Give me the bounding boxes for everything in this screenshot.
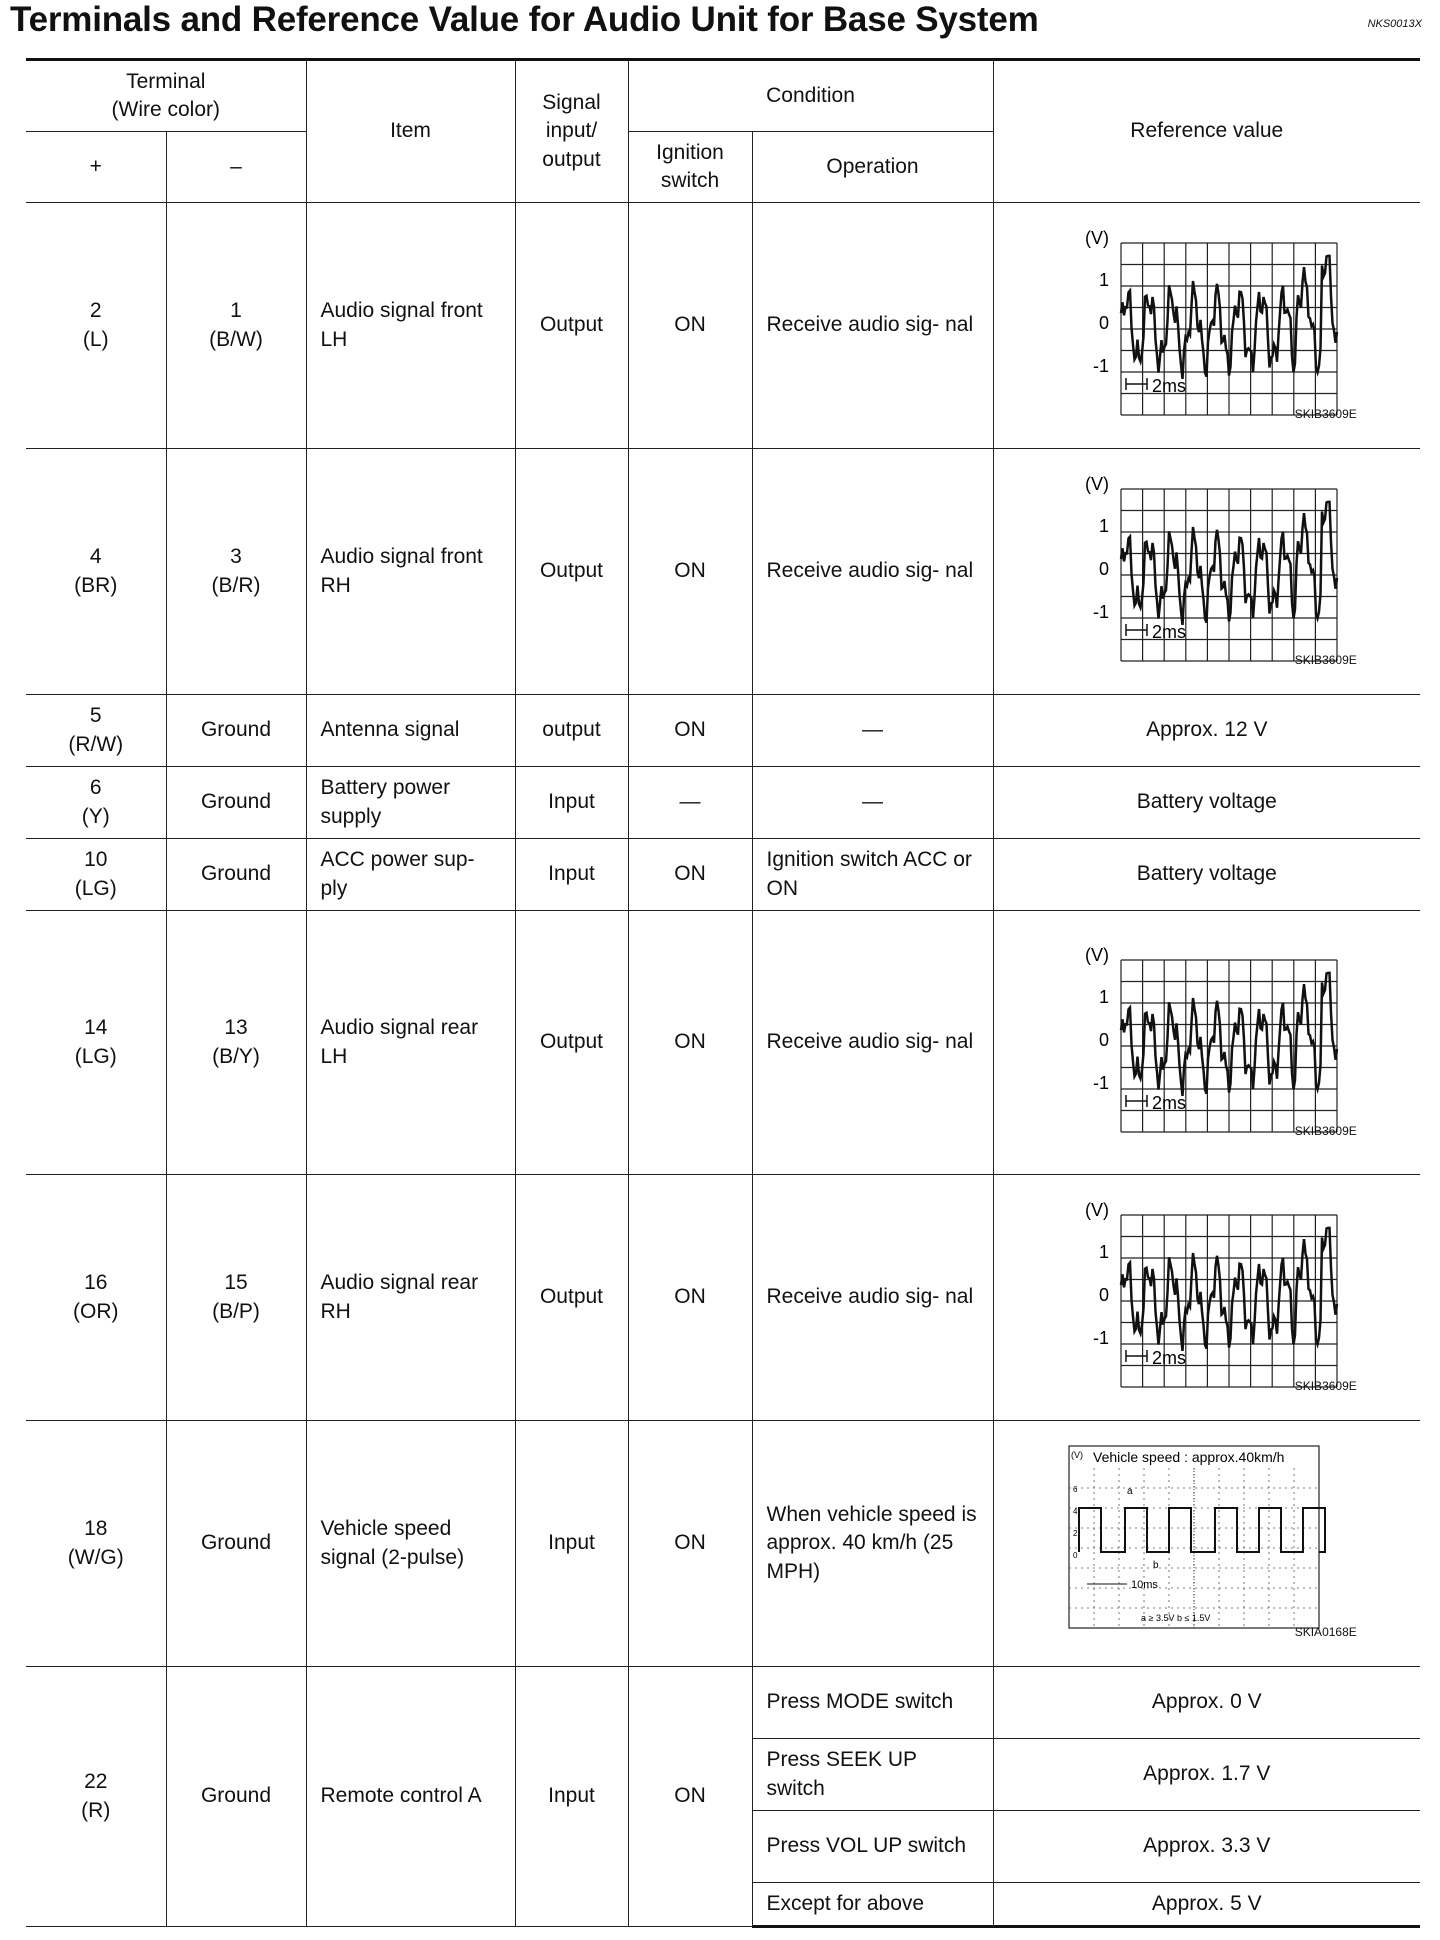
terminal-minus bbox=[166, 449, 306, 695]
terminal-minus-number: Ground bbox=[200, 790, 272, 814]
terminal-minus bbox=[166, 695, 306, 767]
audio-waveform bbox=[1057, 462, 1357, 672]
signal-cell: output bbox=[515, 695, 628, 767]
terminal-minus bbox=[166, 767, 306, 839]
image-code: SKIB3609E bbox=[1294, 1379, 1357, 1394]
terminal-plus-number: 10 bbox=[84, 848, 108, 872]
terminal-plus-number: 22 bbox=[84, 1770, 108, 1794]
item-cell: Battery power supply bbox=[306, 767, 515, 839]
terminal-plus bbox=[26, 1421, 166, 1667]
table-row bbox=[26, 695, 1420, 767]
reference-cell bbox=[993, 911, 1420, 1175]
terminal-table bbox=[26, 58, 1420, 1928]
terminal-plus-wire-color: (W/G) bbox=[67, 1545, 124, 1569]
svg-text:4: 4 bbox=[1072, 1507, 1078, 1517]
signal-cell: Input bbox=[515, 1667, 628, 1927]
svg-text:a ≥ 3.5V b ≤ 1.5V: a ≥ 3.5V b ≤ 1.5V bbox=[1140, 1613, 1211, 1624]
terminal-plus-number: 14 bbox=[84, 1016, 108, 1040]
svg-text:2ms: 2ms bbox=[1151, 1093, 1186, 1114]
table-row bbox=[26, 203, 1420, 449]
header-ignition-switch: Ignition switch bbox=[628, 132, 752, 203]
signal-cell: Input bbox=[515, 839, 628, 911]
table-row bbox=[26, 767, 1420, 839]
svg-text:2ms: 2ms bbox=[1151, 622, 1186, 643]
operation-cell: Press VOL UP switch bbox=[752, 1811, 993, 1883]
terminal-minus-wire-color: (B/W) bbox=[209, 327, 263, 351]
signal-cell: Input bbox=[515, 767, 628, 839]
header-terminal-label: Terminal bbox=[126, 69, 206, 93]
terminal-minus-number: Ground bbox=[200, 1531, 272, 1555]
terminal-plus-wire-color: (R) bbox=[81, 1798, 111, 1822]
audio-waveform-graph bbox=[1057, 216, 1357, 426]
svg-text:-1: -1 bbox=[1092, 356, 1109, 377]
terminal-minus-number: 1 bbox=[230, 299, 242, 323]
terminal-plus bbox=[26, 1175, 166, 1421]
reference-cell bbox=[993, 1175, 1420, 1421]
svg-text:0: 0 bbox=[1072, 1551, 1078, 1561]
header-signal-io: Signal input/ output bbox=[515, 60, 628, 203]
header-item: Item bbox=[306, 60, 515, 203]
terminal-minus bbox=[166, 911, 306, 1175]
header-terminal bbox=[26, 60, 306, 132]
reference-cell: Battery voltage bbox=[993, 767, 1420, 839]
svg-text:b: b bbox=[1152, 1560, 1159, 1572]
svg-text:2: 2 bbox=[1072, 1529, 1078, 1539]
terminal-plus bbox=[26, 911, 166, 1175]
audio-waveform-graph bbox=[1057, 1188, 1357, 1398]
terminal-minus-number: Ground bbox=[200, 862, 272, 886]
reference-cell: Approx. 5 V bbox=[993, 1883, 1420, 1927]
terminal-plus-number: 16 bbox=[84, 1271, 108, 1295]
terminal-plus bbox=[26, 839, 166, 911]
terminal-plus-wire-color: (BR) bbox=[74, 573, 118, 597]
table-row bbox=[26, 1667, 1420, 1739]
reference-cell: Approx. 0 V bbox=[993, 1667, 1420, 1739]
terminal-minus-number: 15 bbox=[224, 1271, 248, 1295]
table-row bbox=[26, 1175, 1420, 1421]
image-code: SKIB3609E bbox=[1294, 1124, 1357, 1139]
terminal-plus-wire-color: (L) bbox=[82, 327, 109, 351]
header-condition: Condition bbox=[628, 60, 993, 132]
doc-code: NKS0013X bbox=[1367, 18, 1422, 30]
operation-cell: Receive audio sig- nal bbox=[752, 203, 993, 449]
operation-cell: Ignition switch ACC or ON bbox=[752, 839, 993, 911]
header-plus: + bbox=[26, 132, 166, 203]
header-minus: – bbox=[166, 132, 306, 203]
svg-text:0: 0 bbox=[1098, 313, 1109, 334]
ignition-cell: — bbox=[628, 767, 752, 839]
item-cell: Vehicle speed signal (2-pulse) bbox=[306, 1421, 515, 1667]
svg-text:-1: -1 bbox=[1092, 1328, 1109, 1349]
item-cell: Antenna signal bbox=[306, 695, 515, 767]
operation-cell: — bbox=[752, 695, 993, 767]
reference-cell: Approx. 3.3 V bbox=[993, 1811, 1420, 1883]
terminal-plus-number: 18 bbox=[84, 1517, 108, 1541]
svg-text:6: 6 bbox=[1072, 1485, 1078, 1495]
operation-cell: Except for above bbox=[752, 1883, 993, 1927]
svg-text:1: 1 bbox=[1098, 987, 1109, 1008]
image-code: SKIB3609E bbox=[1294, 407, 1357, 422]
terminal-plus-wire-color: (LG) bbox=[74, 876, 117, 900]
page-title: Terminals and Reference Value for Audio Unit for Base System bbox=[10, 0, 1039, 39]
svg-text:(V): (V) bbox=[1084, 228, 1109, 249]
terminal-plus bbox=[26, 767, 166, 839]
reference-cell bbox=[993, 449, 1420, 695]
terminal-minus-number: 13 bbox=[224, 1016, 248, 1040]
header-reference-value: Reference value bbox=[993, 60, 1420, 203]
ignition-cell: ON bbox=[628, 1175, 752, 1421]
svg-text:(V): (V) bbox=[1084, 1200, 1109, 1221]
terminal-plus-wire-color: (LG) bbox=[74, 1044, 117, 1068]
terminal-plus-number: 6 bbox=[89, 776, 102, 800]
terminal-plus-wire-color: (R/W) bbox=[68, 732, 124, 756]
ignition-cell: ON bbox=[628, 1421, 752, 1667]
terminal-plus-number: 5 bbox=[89, 704, 102, 728]
svg-text:0: 0 bbox=[1098, 1030, 1109, 1051]
reference-cell: Approx. 1.7 V bbox=[993, 1739, 1420, 1811]
ignition-cell: ON bbox=[628, 449, 752, 695]
terminal-plus-number: 4 bbox=[89, 545, 102, 569]
operation-cell: — bbox=[752, 767, 993, 839]
item-cell: ACC power sup- ply bbox=[306, 839, 515, 911]
operation-cell: When vehicle speed is approx. 40 km/h (25 MPH) bbox=[752, 1421, 993, 1667]
svg-text:Vehicle speed : approx.40km/h: Vehicle speed : approx.40km/h bbox=[1092, 1449, 1285, 1466]
operation-cell: Press SEEK UP switch bbox=[752, 1739, 993, 1811]
item-cell: Audio signal front RH bbox=[306, 449, 515, 695]
operation-cell: Press MODE switch bbox=[752, 1667, 993, 1739]
signal-cell: Output bbox=[515, 911, 628, 1175]
image-code: SKIB3609E bbox=[1294, 653, 1357, 668]
svg-text:1: 1 bbox=[1098, 516, 1109, 537]
reference-cell: Battery voltage bbox=[993, 839, 1420, 911]
ignition-cell: ON bbox=[628, 203, 752, 449]
svg-text:1: 1 bbox=[1098, 1242, 1109, 1263]
svg-text:10ms: 10ms bbox=[1130, 1579, 1158, 1592]
svg-text:1: 1 bbox=[1098, 270, 1109, 291]
terminal-minus bbox=[166, 1667, 306, 1927]
header-wire-color-label: (Wire color) bbox=[111, 98, 220, 121]
svg-text:0: 0 bbox=[1098, 559, 1109, 580]
item-cell: Remote control A bbox=[306, 1667, 515, 1927]
item-cell: Audio signal front LH bbox=[306, 203, 515, 449]
ignition-cell: ON bbox=[628, 1667, 752, 1927]
table-row bbox=[26, 839, 1420, 911]
audio-waveform-graph bbox=[1057, 933, 1357, 1143]
vehicle-speed-waveform bbox=[1057, 1434, 1357, 1644]
table-row bbox=[26, 1421, 1420, 1667]
terminal-plus bbox=[26, 203, 166, 449]
table-row bbox=[26, 911, 1420, 1175]
terminal-plus-wire-color: (OR) bbox=[73, 1299, 119, 1323]
ignition-cell: ON bbox=[628, 695, 752, 767]
item-cell: Audio signal rear LH bbox=[306, 911, 515, 1175]
operation-cell: Receive audio sig- nal bbox=[752, 449, 993, 695]
ignition-cell: ON bbox=[628, 911, 752, 1175]
svg-text:0: 0 bbox=[1098, 1285, 1109, 1306]
ignition-cell: ON bbox=[628, 839, 752, 911]
terminal-minus bbox=[166, 839, 306, 911]
terminal-minus-number: Ground bbox=[200, 718, 272, 742]
terminal-minus bbox=[166, 1421, 306, 1667]
table-row bbox=[26, 449, 1420, 695]
terminal-plus bbox=[26, 1667, 166, 1927]
audio-waveform-graph bbox=[1057, 462, 1357, 672]
svg-text:(V): (V) bbox=[1084, 474, 1109, 495]
header-operation: Operation bbox=[752, 132, 993, 203]
terminal-plus bbox=[26, 695, 166, 767]
svg-text:a: a bbox=[1126, 1486, 1133, 1498]
svg-text:-1: -1 bbox=[1092, 602, 1109, 623]
svg-text:(V): (V) bbox=[1084, 945, 1109, 966]
reference-cell bbox=[993, 203, 1420, 449]
audio-waveform bbox=[1057, 1188, 1357, 1398]
signal-cell: Output bbox=[515, 449, 628, 695]
terminal-plus bbox=[26, 449, 166, 695]
image-code: SKIA0168E bbox=[1294, 1625, 1357, 1640]
item-cell: Audio signal rear RH bbox=[306, 1175, 515, 1421]
svg-text:2ms: 2ms bbox=[1151, 376, 1186, 397]
terminal-minus-number: 3 bbox=[230, 545, 242, 569]
svg-text:(V): (V) bbox=[1070, 1450, 1083, 1461]
audio-waveform bbox=[1057, 216, 1357, 426]
audio-waveform bbox=[1057, 933, 1357, 1143]
signal-cell: Input bbox=[515, 1421, 628, 1667]
svg-text:-1: -1 bbox=[1092, 1073, 1109, 1094]
terminal-plus-wire-color: (Y) bbox=[81, 804, 110, 828]
svg-text:2ms: 2ms bbox=[1151, 1348, 1186, 1369]
terminal-plus-number: 2 bbox=[89, 299, 102, 323]
vehicle-speed-graph bbox=[1057, 1434, 1357, 1644]
operation-cell: Receive audio sig- nal bbox=[752, 911, 993, 1175]
terminal-minus-wire-color: (B/P) bbox=[212, 1299, 260, 1323]
operation-cell: Receive audio sig- nal bbox=[752, 1175, 993, 1421]
terminal-minus-wire-color: (B/Y) bbox=[212, 1044, 260, 1068]
signal-cell: Output bbox=[515, 203, 628, 449]
terminal-minus bbox=[166, 1175, 306, 1421]
signal-cell: Output bbox=[515, 1175, 628, 1421]
terminal-minus-wire-color: (B/R) bbox=[211, 573, 261, 597]
reference-cell bbox=[993, 1421, 1420, 1667]
reference-cell: Approx. 12 V bbox=[993, 695, 1420, 767]
terminal-minus-number: Ground bbox=[200, 1784, 272, 1808]
terminal-minus bbox=[166, 203, 306, 449]
